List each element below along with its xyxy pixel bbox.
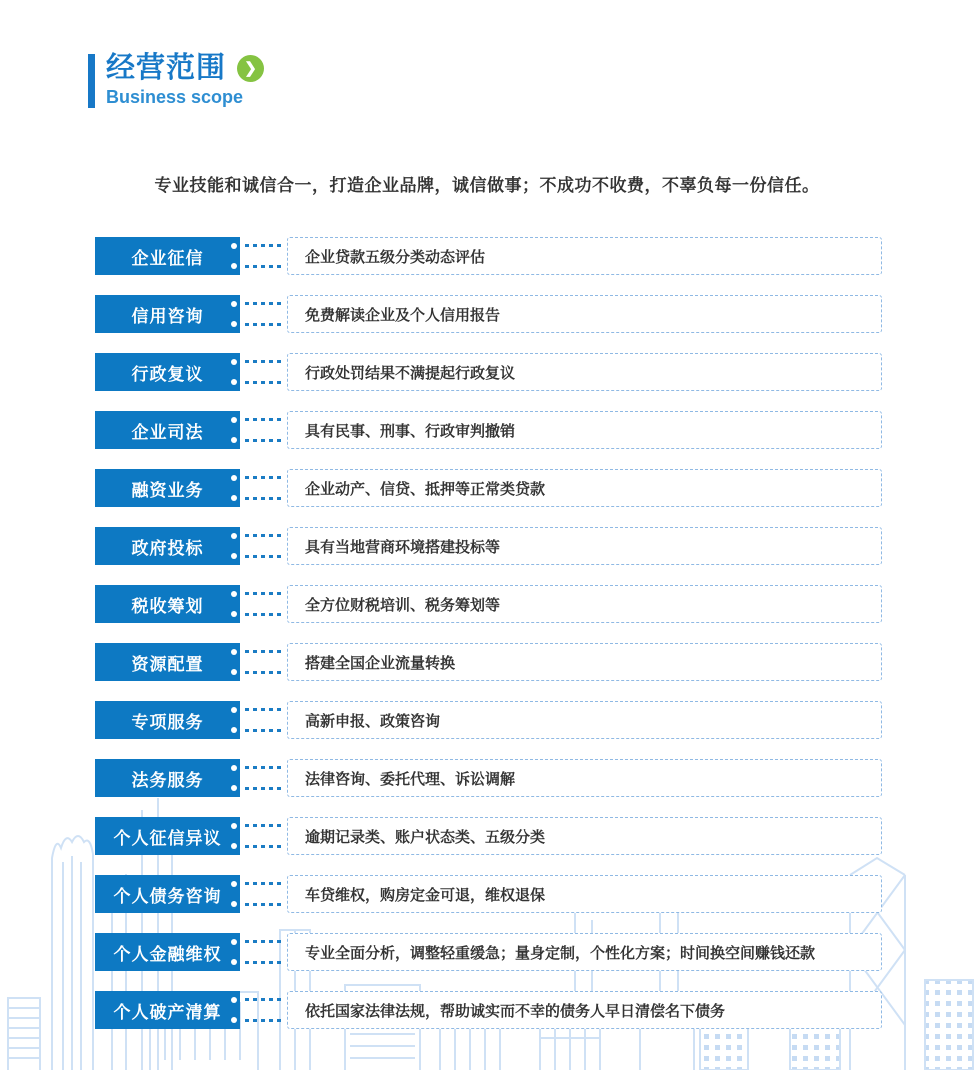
service-description-box <box>287 411 882 449</box>
services-list <box>95 237 882 1049</box>
service-description-text: 全方位财税培训、税务筹划等 <box>305 596 501 614</box>
service-label-chip <box>95 817 240 855</box>
service-label-text: 信用咨询 <box>131 306 204 326</box>
service-row <box>95 643 882 681</box>
connector-dot-icon <box>231 881 237 887</box>
dashed-connector <box>240 933 287 971</box>
tagline-text: 专业技能和诚信合一，打造企业品牌，诚信做事；不成功不收费，不辜负每一份信任。 <box>154 176 820 195</box>
dashed-line <box>245 555 284 558</box>
service-description-box <box>287 353 882 391</box>
connector-dot-icon <box>231 359 237 365</box>
dashed-line <box>245 534 284 537</box>
dashed-line <box>245 729 284 732</box>
service-description-text: 搭建全国企业流量转换 <box>305 654 456 672</box>
connector-dot-icon <box>231 649 237 655</box>
dashed-line <box>245 592 284 595</box>
dashed-connector <box>240 585 287 623</box>
dashed-line <box>245 360 284 363</box>
connector-dot-icon <box>231 997 237 1003</box>
connector-dot-icon <box>231 591 237 597</box>
service-label-text: 融资业务 <box>131 480 204 500</box>
dashed-line <box>245 766 284 769</box>
service-label-text: 个人金融维权 <box>113 944 222 964</box>
dashed-line <box>245 903 284 906</box>
service-label-chip <box>95 585 240 623</box>
dashed-connector <box>240 991 287 1029</box>
chevron-right-icon: ❯ <box>237 55 264 82</box>
service-description-box <box>287 817 882 855</box>
service-description-box <box>287 875 882 913</box>
service-label-chip <box>95 527 240 565</box>
connector-dot-icon <box>231 263 237 269</box>
service-row <box>95 469 882 507</box>
service-label-text: 法务服务 <box>131 770 204 790</box>
dashed-connector <box>240 237 287 275</box>
dashed-connector <box>240 295 287 333</box>
connector-dot-icon <box>231 301 237 307</box>
dashed-line <box>245 302 284 305</box>
connector-dot-icon <box>231 823 237 829</box>
service-row <box>95 295 882 333</box>
service-label-chip <box>95 295 240 333</box>
connector-dot-icon <box>231 785 237 791</box>
dashed-line <box>245 708 284 711</box>
dashed-line <box>245 244 284 247</box>
service-description-text: 具有当地营商环境搭建投标等 <box>305 538 501 556</box>
connector-dot-icon <box>231 321 237 327</box>
service-description-text: 依托国家法律法规，帮助诚实而不幸的债务人早日清偿名下债务 <box>305 1002 726 1020</box>
connector-dot-icon <box>231 437 237 443</box>
dashed-line <box>245 439 284 442</box>
connector-dot-icon <box>231 417 237 423</box>
dashed-connector <box>240 411 287 449</box>
service-description-text: 车贷维权，购房定金可退，维权退保 <box>305 886 546 904</box>
dashed-line <box>245 613 284 616</box>
service-description-box <box>287 295 882 333</box>
service-label-chip <box>95 353 240 391</box>
service-label-text: 个人征信异议 <box>113 828 222 848</box>
dashed-line <box>245 418 284 421</box>
connector-dot-icon <box>231 1017 237 1023</box>
connector-dot-icon <box>231 611 237 617</box>
connector-dot-icon <box>231 765 237 771</box>
dashed-line <box>245 323 284 326</box>
dashed-connector <box>240 759 287 797</box>
service-row <box>95 817 882 855</box>
connector-dot-icon <box>231 495 237 501</box>
dashed-connector <box>240 469 287 507</box>
service-label-text: 政府投标 <box>131 538 204 558</box>
service-label-chip <box>95 933 240 971</box>
service-description-text: 具有民事、刑事、行政审判撤销 <box>305 422 516 440</box>
service-label-chip <box>95 411 240 449</box>
dashed-line <box>245 824 284 827</box>
service-description-box <box>287 991 882 1029</box>
service-description-text: 高新申报、政策咨询 <box>305 712 441 730</box>
dashed-line <box>245 650 284 653</box>
service-description-box <box>287 643 882 681</box>
service-description-text: 行政处罚结果不满提起行政复议 <box>305 364 516 382</box>
service-row <box>95 991 882 1029</box>
dashed-line <box>245 671 284 674</box>
service-label-chip <box>95 701 240 739</box>
service-label-chip <box>95 875 240 913</box>
service-row <box>95 759 882 797</box>
dashed-line <box>245 845 284 848</box>
dashed-connector <box>240 353 287 391</box>
service-row <box>95 933 882 971</box>
dashed-line <box>245 940 284 943</box>
service-row <box>95 875 882 913</box>
service-description-box <box>287 527 882 565</box>
connector-dot-icon <box>231 533 237 539</box>
connector-dot-icon <box>231 669 237 675</box>
service-label-text: 行政复议 <box>131 364 204 384</box>
connector-dot-icon <box>231 959 237 965</box>
dashed-line <box>245 497 284 500</box>
service-description-text: 法律咨询、委托代理、诉讼调解 <box>305 770 516 788</box>
connector-dot-icon <box>231 843 237 849</box>
service-row <box>95 701 882 739</box>
connector-dot-icon <box>231 901 237 907</box>
connector-dot-icon <box>231 379 237 385</box>
service-label-text: 专项服务 <box>131 712 204 732</box>
service-label-chip <box>95 759 240 797</box>
dashed-line <box>245 476 284 479</box>
service-row <box>95 237 882 275</box>
service-label-text: 资源配置 <box>131 654 204 674</box>
service-description-box <box>287 759 882 797</box>
service-label-chip <box>95 643 240 681</box>
connector-dot-icon <box>231 553 237 559</box>
service-description-text: 免费解读企业及个人信用报告 <box>305 306 501 324</box>
connector-dot-icon <box>231 939 237 945</box>
connector-dot-icon <box>231 727 237 733</box>
service-row <box>95 585 882 623</box>
section-header <box>88 54 264 108</box>
service-label-text: 税收筹划 <box>131 596 204 616</box>
service-row <box>95 411 882 449</box>
service-label-text: 企业征信 <box>131 248 204 268</box>
service-label-text: 个人破产清算 <box>113 1002 222 1022</box>
dashed-connector <box>240 817 287 855</box>
service-label-chip <box>95 469 240 507</box>
service-description-box <box>287 237 882 275</box>
dashed-line <box>245 265 284 268</box>
dashed-line <box>245 1019 284 1022</box>
service-description-text: 专业全面分析，调整轻重缓急；量身定制，个性化方案；时间换空间赚钱还款 <box>305 944 816 962</box>
dashed-line <box>245 961 284 964</box>
title-accent-bar <box>88 54 95 108</box>
service-label-text: 个人债务咨询 <box>113 886 222 906</box>
service-description-box <box>287 933 882 971</box>
dashed-line <box>245 787 284 790</box>
section-title-en: Business scope <box>106 87 244 107</box>
service-description-box <box>287 469 882 507</box>
service-description-text: 逾期记录类、账户状态类、五级分类 <box>305 828 546 846</box>
dashed-connector <box>240 701 287 739</box>
connector-dot-icon <box>231 707 237 713</box>
dashed-connector <box>240 643 287 681</box>
service-row <box>95 527 882 565</box>
service-row <box>95 353 882 391</box>
dashed-line <box>245 381 284 384</box>
service-description-text: 企业贷款五级分类动态评估 <box>305 248 486 266</box>
connector-dot-icon <box>231 475 237 481</box>
dashed-connector <box>240 875 287 913</box>
dashed-connector <box>240 527 287 565</box>
section-title-cn: 经营范围 <box>106 52 227 84</box>
service-label-text: 企业司法 <box>131 422 204 442</box>
dashed-line <box>245 882 284 885</box>
service-description-text: 企业动产、信贷、抵押等正常类贷款 <box>305 480 546 498</box>
service-label-chip <box>95 237 240 275</box>
connector-dot-icon <box>231 243 237 249</box>
service-description-box <box>287 585 882 623</box>
service-description-box <box>287 701 882 739</box>
dashed-line <box>245 998 284 1001</box>
service-label-chip <box>95 991 240 1029</box>
